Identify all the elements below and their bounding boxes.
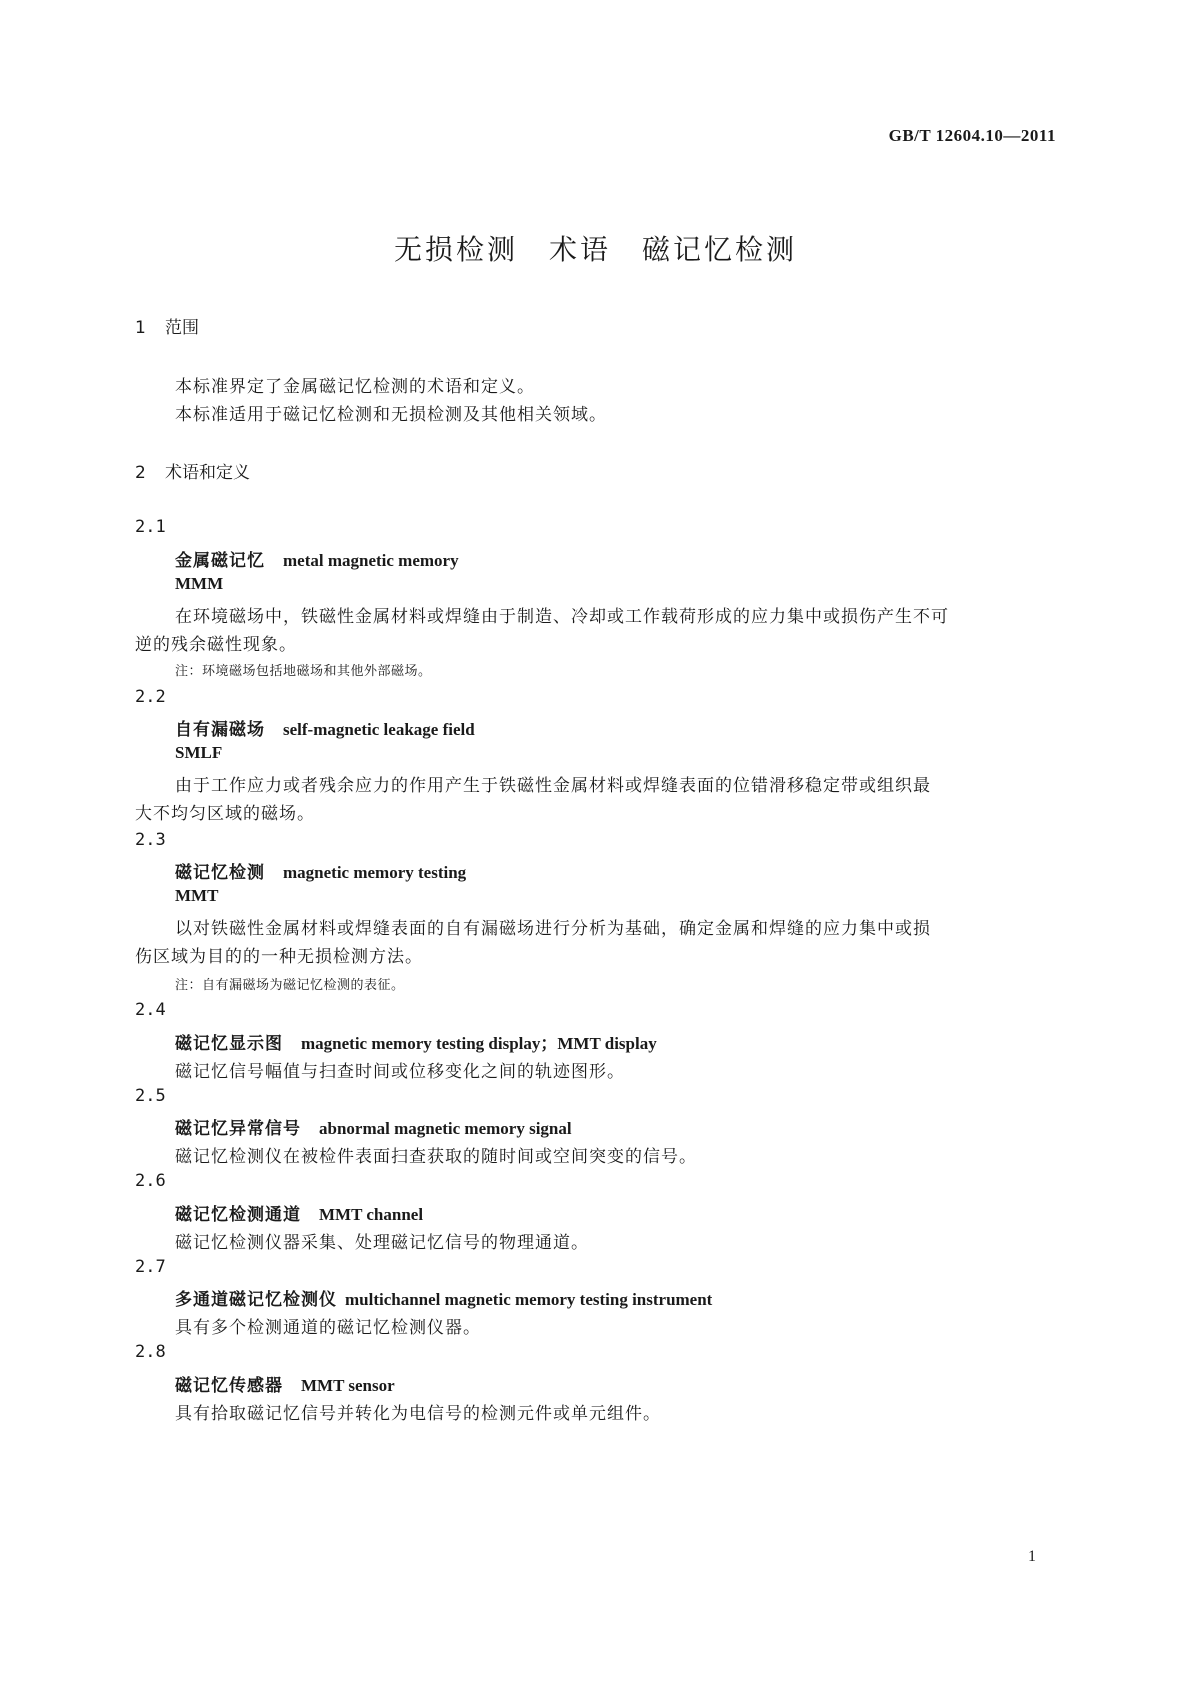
term-english: metal magnetic memory [283, 551, 459, 570]
term-chinese: 自有漏磁场 [175, 720, 265, 740]
term-chinese: 金属磁记忆 [175, 551, 265, 571]
term-number: 2.5 [135, 1086, 166, 1106]
section-2-heading [135, 458, 250, 483]
term-chinese: 磁记忆显示图 [175, 1034, 283, 1054]
term-english: magnetic memory testing [283, 863, 467, 882]
term-number: 2.4 [135, 1000, 166, 1020]
term-abbreviation: SMLF [175, 743, 223, 762]
term-chinese: 磁记忆异常信号 [175, 1119, 301, 1139]
term-definition: 磁记忆信号幅值与扫查时间或位移变化之间的轨迹图形。 [175, 1062, 625, 1082]
term-english: abnormal magnetic memory signal [319, 1119, 572, 1138]
term-heading [175, 1285, 712, 1310]
scope-paragraph: 本标准适用于磁记忆检测和无损检测及其他相关领域。 [175, 405, 607, 425]
term-english: multichannel magnetic memory testing instrument [345, 1290, 713, 1309]
document-title: 无损检测 术语 磁记忆检测 [393, 233, 797, 266]
term-english: MMT channel [319, 1205, 424, 1224]
term-number: 2.6 [135, 1171, 166, 1191]
term-abbreviation: MMM [175, 574, 224, 593]
section-1-heading [135, 313, 199, 338]
term-note: 注：自有漏磁场为磁记忆检测的表征。 [175, 978, 405, 993]
term-heading [175, 858, 466, 883]
term-chinese: 磁记忆检测通道 [175, 1205, 301, 1225]
term-abbreviation: MMT [175, 886, 219, 905]
term-definition: 由于工作应力或者残余应力的作用产生于铁磁性金属材料或焊缝表面的位错滑移稳定带或组织最 [175, 776, 931, 796]
term-number: 2.3 [135, 830, 166, 850]
term-heading [175, 1029, 657, 1054]
standard-code: GB/T 12604.10—2011 [888, 126, 1056, 145]
term-number: 2.7 [135, 1257, 166, 1277]
term-heading [175, 715, 475, 740]
term-definition: 在环境磁场中，铁磁性金属材料或焊缝由于制造、冷却或工作载荷形成的应力集中或损伤产生不可 [175, 607, 949, 627]
term-number: 2.2 [135, 687, 166, 707]
term-definition: 以对铁磁性金属材料或焊缝表面的自有漏磁场进行分析为基础，确定金属和焊缝的应力集中或损 [175, 919, 931, 939]
term-chinese: 磁记忆传感器 [175, 1376, 283, 1396]
term-definition: 磁记忆检测仪器采集、处理磁记忆信号的物理通道。 [175, 1233, 589, 1253]
term-heading [175, 546, 459, 571]
section-number: 1 [135, 318, 146, 338]
term-heading [175, 1114, 572, 1139]
term-definition: 逆的残余磁性现象。 [135, 635, 297, 655]
term-heading [175, 1200, 423, 1225]
term-definition: 大不均匀区域的磁场。 [135, 804, 315, 824]
scope-paragraph: 本标准界定了金属磁记忆检测的术语和定义。 [175, 377, 535, 397]
term-english: self-magnetic leakage field [283, 720, 475, 739]
term-definition: 具有多个检测通道的磁记忆检测仪器。 [175, 1318, 481, 1338]
term-chinese: 多通道磁记忆检测仪 [175, 1290, 337, 1310]
page-number: 1 [1028, 1548, 1036, 1565]
term-english: MMT sensor [301, 1376, 395, 1395]
term-number: 2.1 [135, 517, 166, 537]
term-heading [175, 1371, 395, 1396]
term-chinese: 磁记忆检测 [175, 863, 265, 883]
term-number: 2.8 [135, 1342, 166, 1362]
section-title: 范围 [165, 318, 199, 338]
term-note: 注：环境磁场包括地磁场和其他外部磁场。 [175, 664, 432, 679]
term-definition: 磁记忆检测仪在被检件表面扫查获取的随时间或空间突变的信号。 [175, 1147, 697, 1167]
section-title: 术语和定义 [165, 463, 250, 483]
term-english: magnetic memory testing display；MMT display [301, 1034, 657, 1053]
section-number: 2 [135, 463, 146, 483]
term-definition: 具有拾取磁记忆信号并转化为电信号的检测元件或单元组件。 [175, 1404, 661, 1424]
term-definition: 伤区域为目的的一种无损检测方法。 [135, 947, 423, 967]
